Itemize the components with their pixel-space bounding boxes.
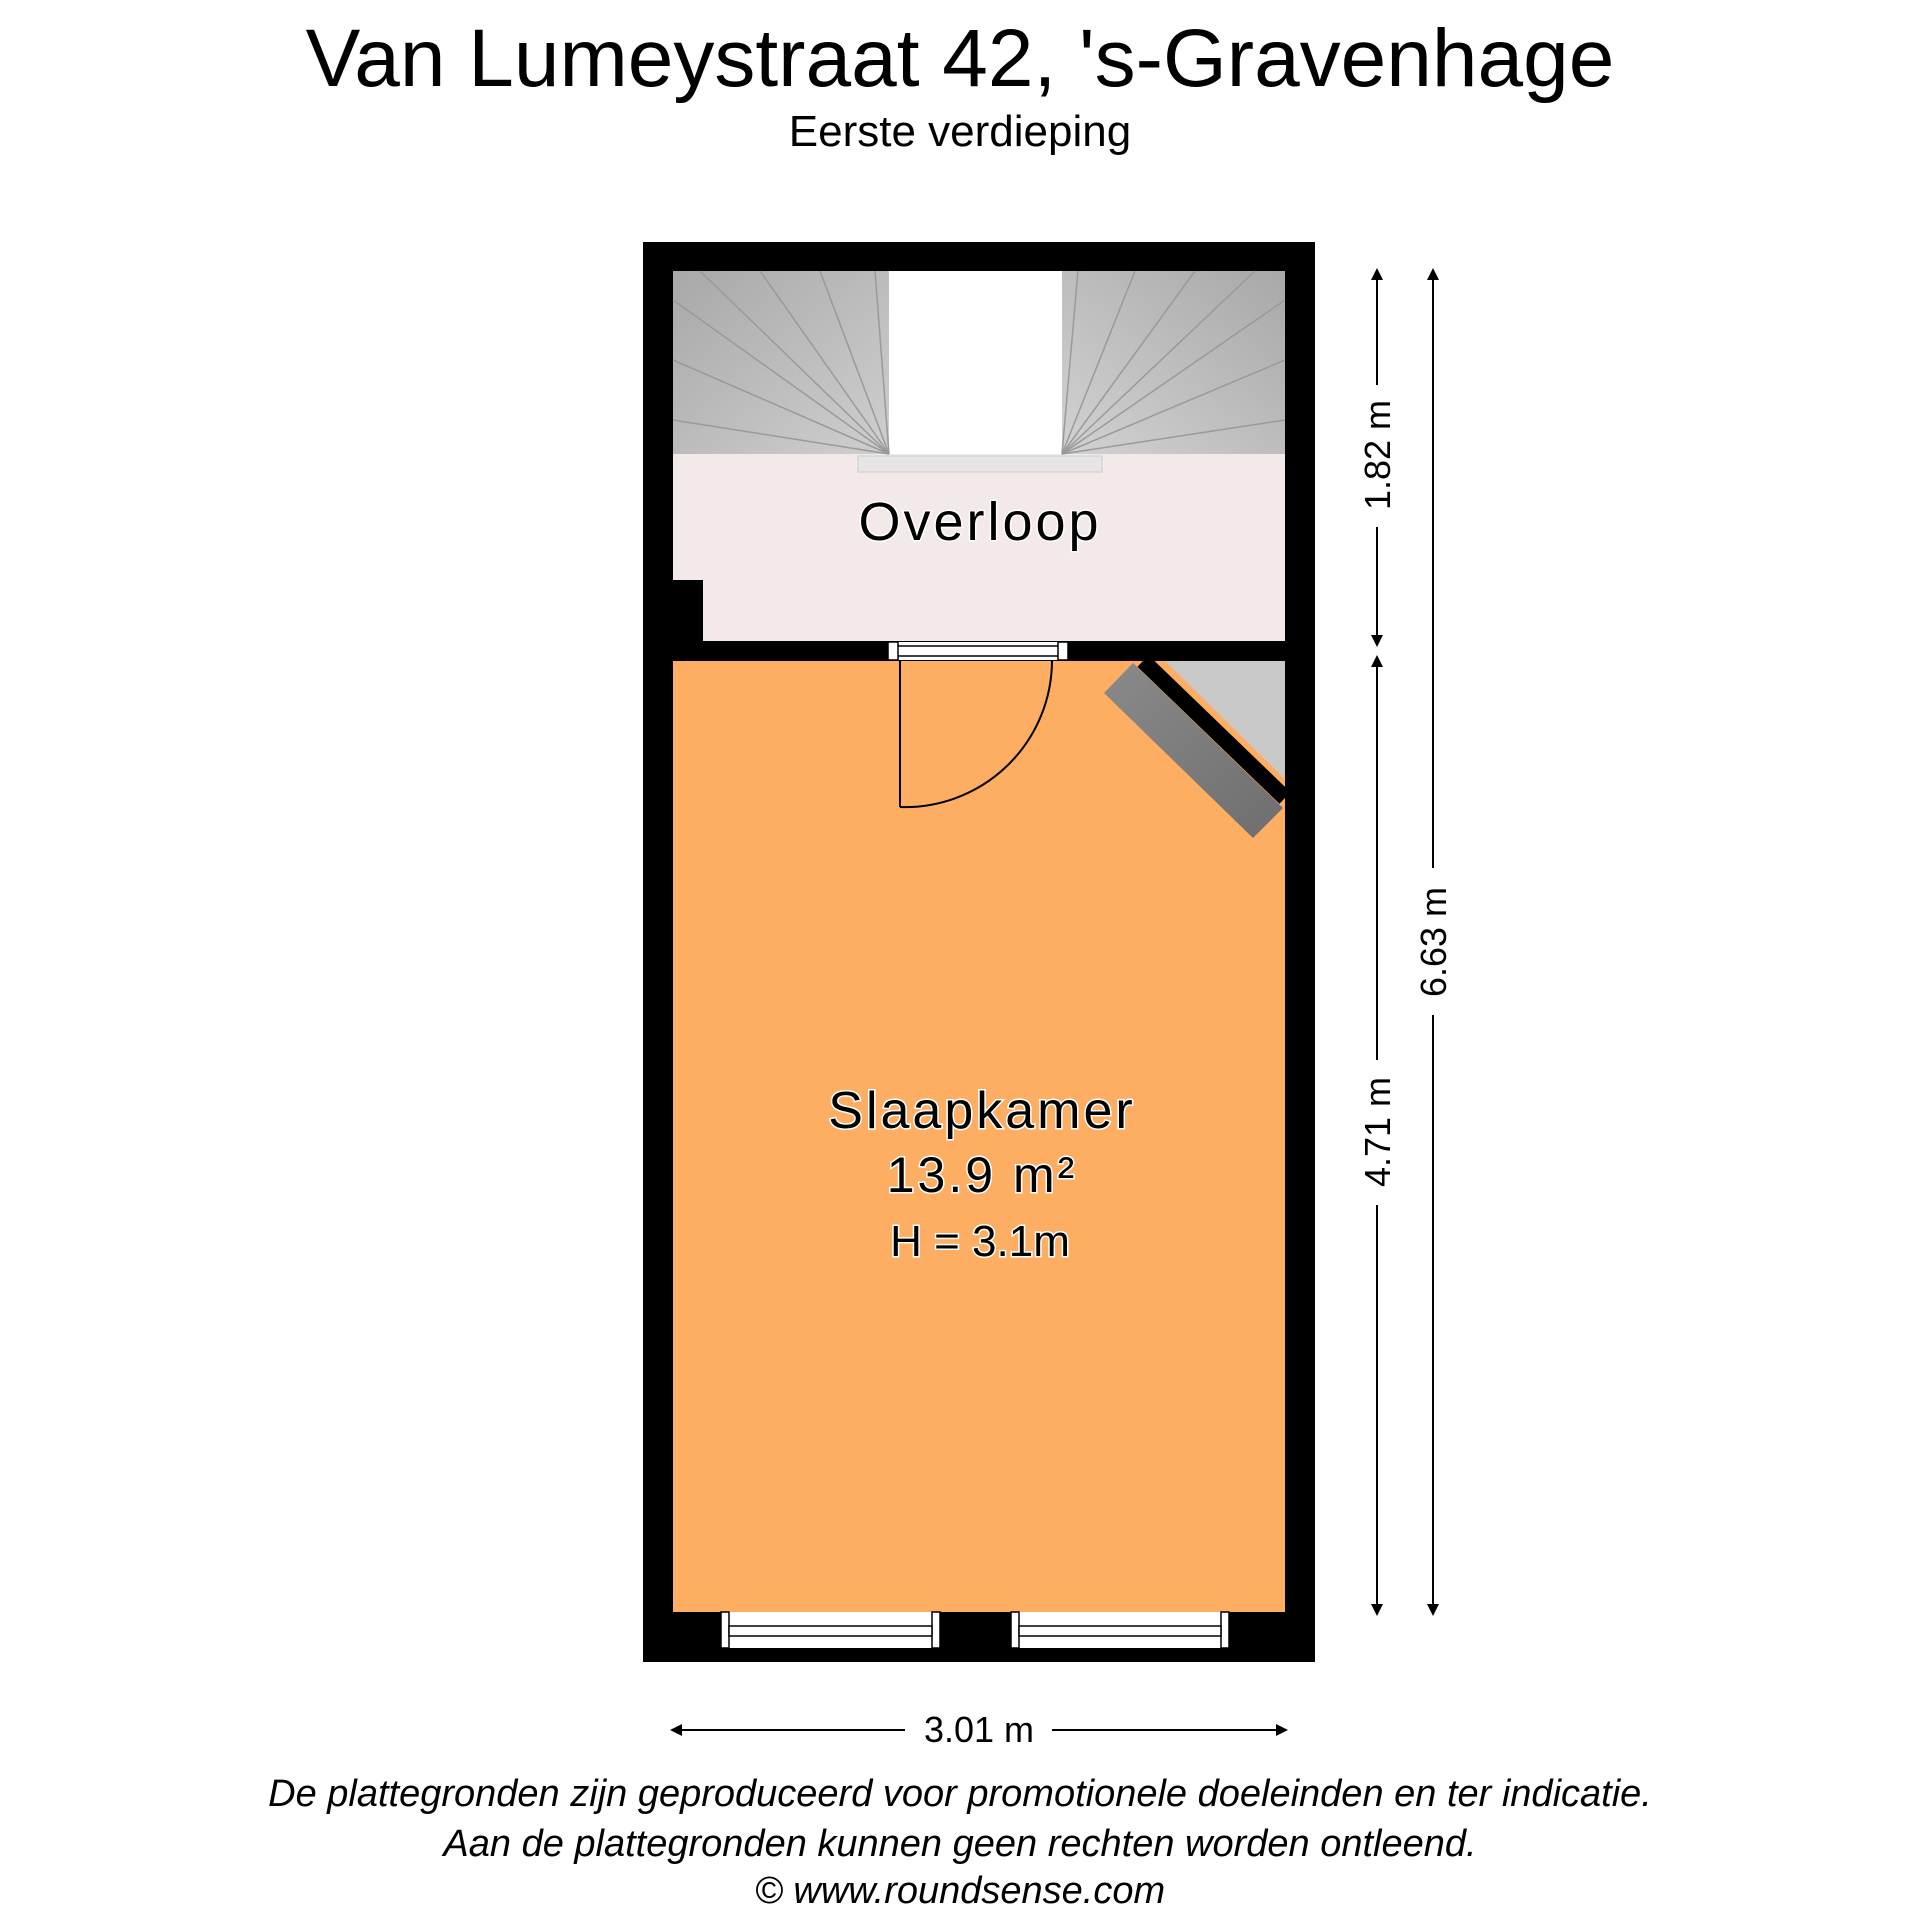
- dimension-width: [676, 1709, 1282, 1750]
- window-right: [1011, 1612, 1229, 1648]
- dimension-total-depth: [1413, 274, 1454, 1610]
- stair-opening: [889, 271, 1062, 454]
- dimension-overloop-depth-text: 1.82 m: [1357, 399, 1398, 511]
- floor-subtitle: Eerste verdieping: [788, 107, 1132, 156]
- dimension-total-depth-text: 6.63 m: [1413, 886, 1454, 998]
- stair-railing: [858, 456, 1102, 472]
- dimension-slaapkamer-depth-text: 4.71 m: [1357, 1076, 1398, 1188]
- stairs-left: [673, 271, 889, 454]
- stairs-right: [1062, 271, 1285, 454]
- disclaimer-line-2: Aan de plattegronden kunnen geen rechten worden ontleend.: [443, 1823, 1477, 1865]
- disclaimer-line-1: De plattegronden zijn geproduceerd voor promotionele doeleinden en ter indicatie.: [268, 1773, 1652, 1815]
- wall-nib: [673, 580, 703, 641]
- slaapkamer-height: H = 3.1m: [890, 1217, 1070, 1266]
- slaapkamer-label: Slaapkamer: [828, 1082, 1136, 1140]
- dimension-slaapkamer-depth: [1357, 661, 1398, 1610]
- window-left: [721, 1612, 940, 1648]
- staircase: [673, 271, 1285, 472]
- dimension-overloop-depth: [1357, 274, 1398, 641]
- dimension-width-text: 3.01 m: [923, 1709, 1035, 1750]
- slaapkamer-area: 13.9 m²: [886, 1147, 1078, 1203]
- page-title: Van Lumeystraat 42, 's-Gravenhage: [305, 13, 1615, 104]
- copyright-line: © www.roundsense.com: [754, 1870, 1166, 1912]
- overloop-label: Overloop: [858, 492, 1102, 552]
